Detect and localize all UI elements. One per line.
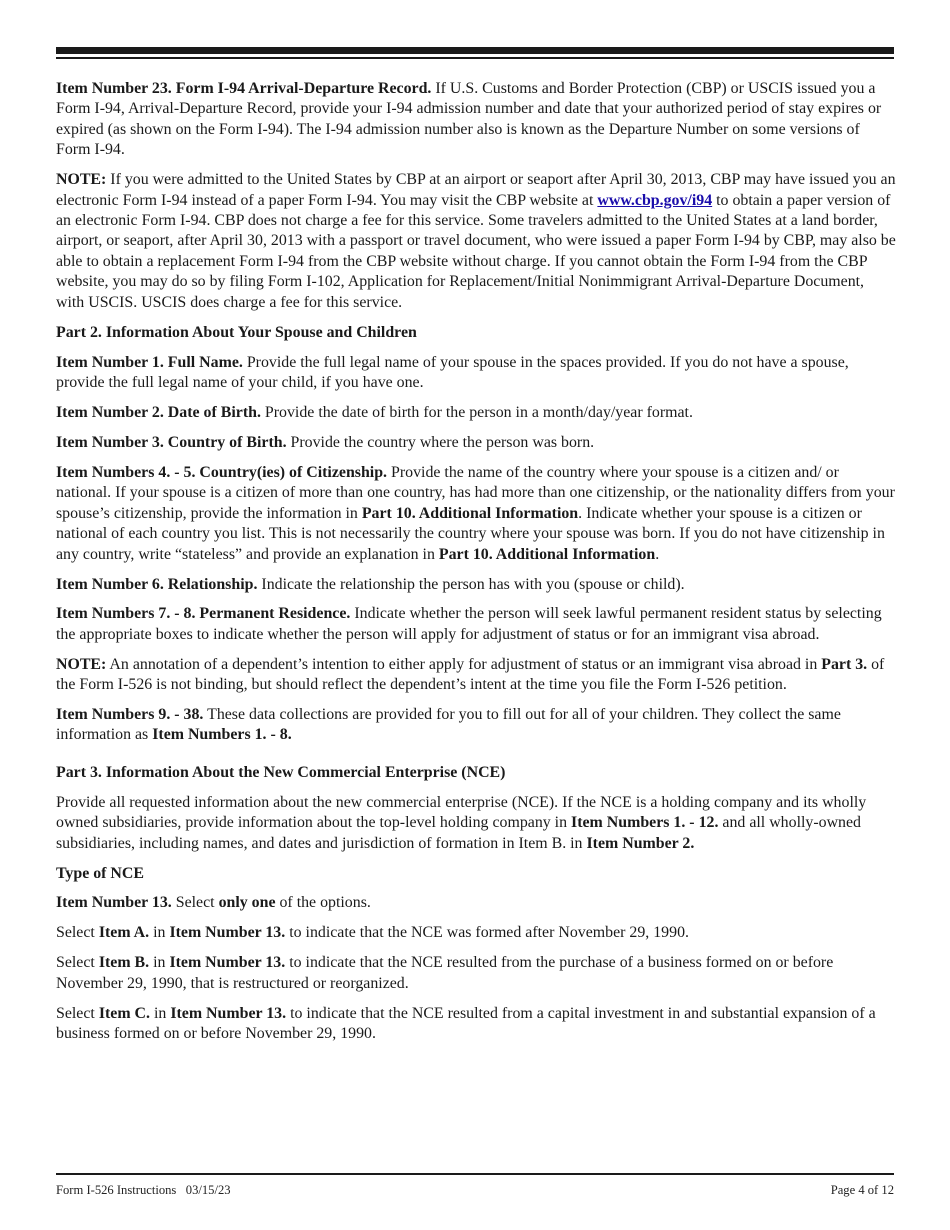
page-number: Page 4 of 12 bbox=[830, 1183, 894, 1197]
part3-intro: Provide all requested information about the new commercial enterprise (NCE). If the NCE is a holding company and its wholly owned subsidiaries, provide information about the top-level holding company in Item Numbers 1. - 12. and all wholly-owned subsidiaries, including names, and dates and jurisdiction of formation in Item B. in Item Number 2. bbox=[56, 793, 867, 852]
header-rule-thick bbox=[56, 47, 894, 54]
select-item-a: Select Item A. in Item Number 13. to indicate that the NCE was formed after November 29, 1990. bbox=[56, 924, 689, 942]
part2-item-6: Item Number 6. Relationship. Indicate the relationship the person has with you (spouse or child). bbox=[56, 575, 685, 593]
note-label: NOTE: bbox=[56, 171, 107, 189]
page-footer bbox=[56, 1183, 894, 1198]
item-23-title: Item Number 23. Form I-94 Arrival-Departure Record. bbox=[56, 80, 432, 97]
select-item-b: Select Item B. in Item Number 13. to indicate that the NCE resulted from the purchase of a business formed on or before November 29, 1990, that is restructured or reorganized. bbox=[56, 954, 834, 992]
part2-item-1: Item Number 1. Full Name. Provide the full legal name of your spouse in the spaces provided. If you do not have a spouse, provide the full legal name of your child, if you have one. bbox=[56, 353, 849, 392]
part2-item-2: Item Number 2. Date of Birth. Provide the date of birth for the person in a month/day/year format. bbox=[56, 404, 693, 422]
footer-rule bbox=[56, 1173, 894, 1175]
note-i94-paragraph: NOTE: If you were admitted to the United States by CBP at an airport or seaport after April 30, 2013, CBP may have issued you an electronic Form I-94 instead of a paper Form I-94. You may visit the CBP website at www.cbp.gov/i94 to obtain a paper version of an electronic Form I-94. CBP does not charge a fee for this service. Some travelers admitted to the United States at a land border, airport, or seaport, after April 30, 2013 with a passport or travel document, who were issued a paper Form I-94 by CBP, may also be able to obtain a replacement Form I-94 from the CBP website without charge. If you cannot obtain the Form I-94 from the CBP website, you may do so by filing Form I-102, Application for Replacement/Initial Nonimmigrant Arrival-Departure Document, with USCIS. USCIS does charge a fee for this service. bbox=[56, 171, 896, 311]
document-body bbox=[56, 79, 896, 1054]
part2-item-3: Item Number 3. Country of Birth. Provide the country where the person was born. bbox=[56, 434, 595, 452]
part-3-heading: Part 3. Information About the New Commercial Enterprise (NCE) bbox=[56, 763, 506, 781]
header-rule-thin bbox=[56, 57, 894, 59]
part2-items-4-5: Item Numbers 4. - 5. Country(ies) of Citizenship. Provide the name of the country where your spouse is a citizen and/ or national. If your spouse is a citizen of more than one country, has had more than one citizenship, or the nationality differs from your spouse’s citizenship, provide the information in Part 10. Additional Information. Indicate whether your spouse is a citizen or national of each country you list. This is not necessarily the country where your spouse was born. If you do not have citizenship in any country, write “stateless” and provide an explanation in Part 10. Additional Information. bbox=[56, 464, 895, 563]
form-identifier: Form I-526 Instructions 03/15/23 bbox=[56, 1183, 231, 1197]
note-dependent-paragraph: NOTE: An annotation of a dependent’s intention to either apply for adjustment of status or an immigrant visa abroad in Part 3. of the Form I-526 is not binding, but should reflect the dependent’s intent at the time you file the Form I-526 petition. bbox=[56, 655, 885, 694]
part-2-heading: Part 2. Information About Your Spouse and Children bbox=[56, 323, 417, 341]
item-23-paragraph: Item Number 23. Form I-94 Arrival-Departure Record. If U.S. Customs and Border Protection (CBP) or USCIS issued you a Form I-94, Arrival-Departure Record, provide your I-94 admission number and date that your authorized period of stay expires or expired (as shown on the Form I-94). The I-94 admission number also is known as the Departure Number on some versions of Form I-94. bbox=[56, 80, 882, 159]
cbp-i94-link[interactable]: www.cbp.gov/i94 bbox=[597, 191, 713, 209]
part3-item-13: Item Number 13. Select only one of the options. bbox=[56, 894, 371, 912]
select-item-c: Select Item C. in Item Number 13. to indicate that the NCE resulted from a capital investment in and substantial expansion of a business formed on or before November 29, 1990. bbox=[56, 1004, 876, 1042]
type-of-nce-heading: Type of NCE bbox=[56, 864, 144, 882]
part2-items-9-38: Item Numbers 9. - 38. These data collections are provided for you to fill out for all of your children. They collect the same information as Item Numbers 1. - 8. bbox=[56, 706, 841, 744]
part2-items-7-8: Item Numbers 7. - 8. Permanent Residence. Indicate whether the person will seek lawful permanent resident status by selecting the appropriate boxes to indicate whether the person will apply for adjustment of status or for an immigrant visa abroad. bbox=[56, 605, 882, 643]
